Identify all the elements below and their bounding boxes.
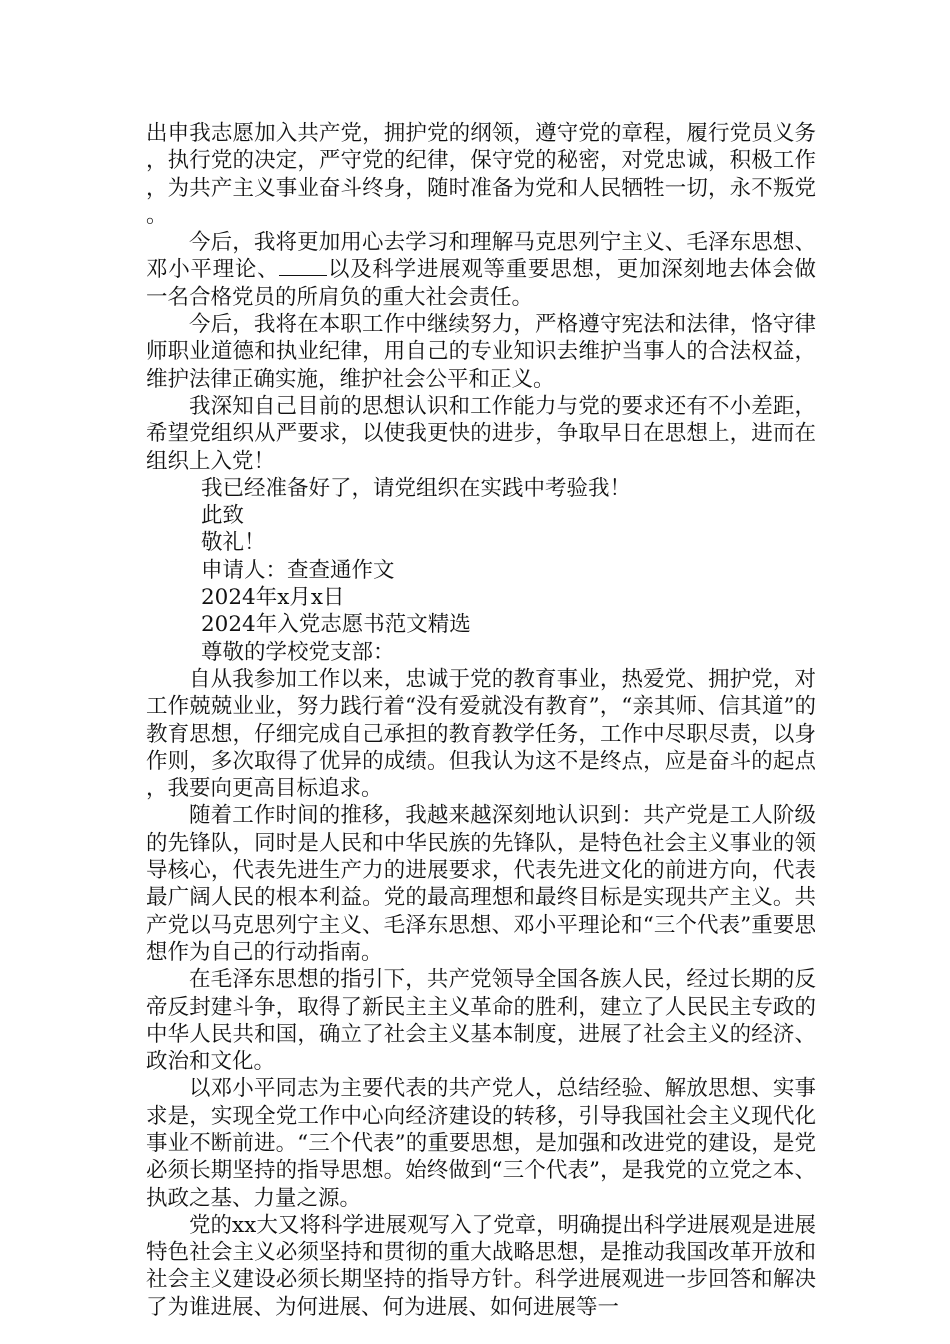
line-applicant: 申请人：查查通作文 [201, 557, 395, 583]
paragraph-since-work: 自从我参加工作以来，忠诚于党的教育事业，热爱党、拥护党，对工作兢兢业业，努力践行着“没有爱就没有教育”，“亲其师、信其道”的教育思想，仔细完成自己承担的教育教学任务，工作中尽职尽责，以身作则，多次取得了优异的成绩。但我认为这不是终点，应是奋斗的起点，我要向更高目标追求。 [146, 666, 816, 802]
blank-underline [279, 259, 327, 276]
paragraph-deng: 以邓小平同志为主要代表的共产党人，总结经验、解放思想、实事求是，实现全党工作中心向经济建设的转移，引导我国社会主义现代化事业不断前进。“三个代表”的重要思想，是加强和改进党的建设，是党必须长期坚持的指导思想。始终做到“三个代表”，是我党的立党之本、执政之基、力量之源。 [146, 1076, 816, 1211]
paragraph-study-part2: 以及科学进展观等重要思想，更加深刻地去体会做一名合格党员的所肩负的重大社会责任。 [146, 257, 816, 310]
line-date: 2024年x月x日 [201, 585, 345, 611]
paragraph-mao: 在毛泽东思想的指引下，共产党领导全国各族人民，经过长期的反帝反封建斗争，取得了新民主主义革命的胜利，建立了人民民主专政的中华人民共和国，确立了社会主义基本制度，进展了社会主义的经济、政治和文化。 [146, 967, 816, 1075]
line-jingli: 敬礼！ [201, 530, 266, 556]
line-ready: 我已经准备好了，请党组织在实践中考验我！ [201, 475, 632, 501]
section-title: 2024年入党志愿书范文精选 [201, 612, 471, 638]
paragraph-congress: 党的xx大又将科学进展观写入了党章，明确提出科学进展观是进展特色社会主义必须坚持和贯彻的重大战略思想，是推动我国改革开放和社会主义建设必须长期坚持的指导方针。科学进展观进一步回答和解决了为谁进展、为何进展、何为进展、如何进展等一 [146, 1212, 816, 1320]
paragraph-gap: 我深知自己目前的思想认识和工作能力与党的要求还有不小差距，希望党组织从严要求，以使我更快的进步，争取早日在思想上，进而在组织上入党！ [146, 393, 816, 474]
paragraph-work: 今后，我将在本职工作中继续努力，严格遵守宪法和法律，恪守律师职业道德和执业纪律，用自己的专业知识去维护当事人的合法权益，维护法律正确实施，维护社会公平和正义。 [146, 312, 816, 392]
line-cizhi: 此致 [201, 503, 245, 529]
paragraph-study [146, 229, 816, 311]
document-body [146, 120, 816, 1321]
paragraph-pledge: 出申我志愿加入共产党，拥护党的纲领，遵守党的章程，履行党员义务，执行党的决定，严守党的纪律，保守党的秘密，对党忠诚，积极工作，为共产主义事业奋斗终身，随时准备为党和人民牺牲一切，永不叛党。 [146, 121, 816, 228]
paragraph-study-part1: 今后，我将更加用心去学习和理解马克思列宁主义、毛泽东思想、邓小平理论、 [146, 230, 816, 283]
paragraph-understanding: 随着工作时间的推移，我越来越深刻地认识到：共产党是工人阶级的先锋队，同时是人民和中华民族的先锋队，是特色社会主义事业的领导核心，代表先进生产力的进展要求，代表先进文化的前进方向，代表最广阔人民的根本利益。党的最高理想和最终目标是实现共产主义。共产党以马克思列宁主义、毛泽东思想、邓小平理论和“三个代表”重要思想作为自己的行动指南。 [146, 803, 816, 965]
salutation: 尊敬的学校党支部： [201, 639, 395, 665]
